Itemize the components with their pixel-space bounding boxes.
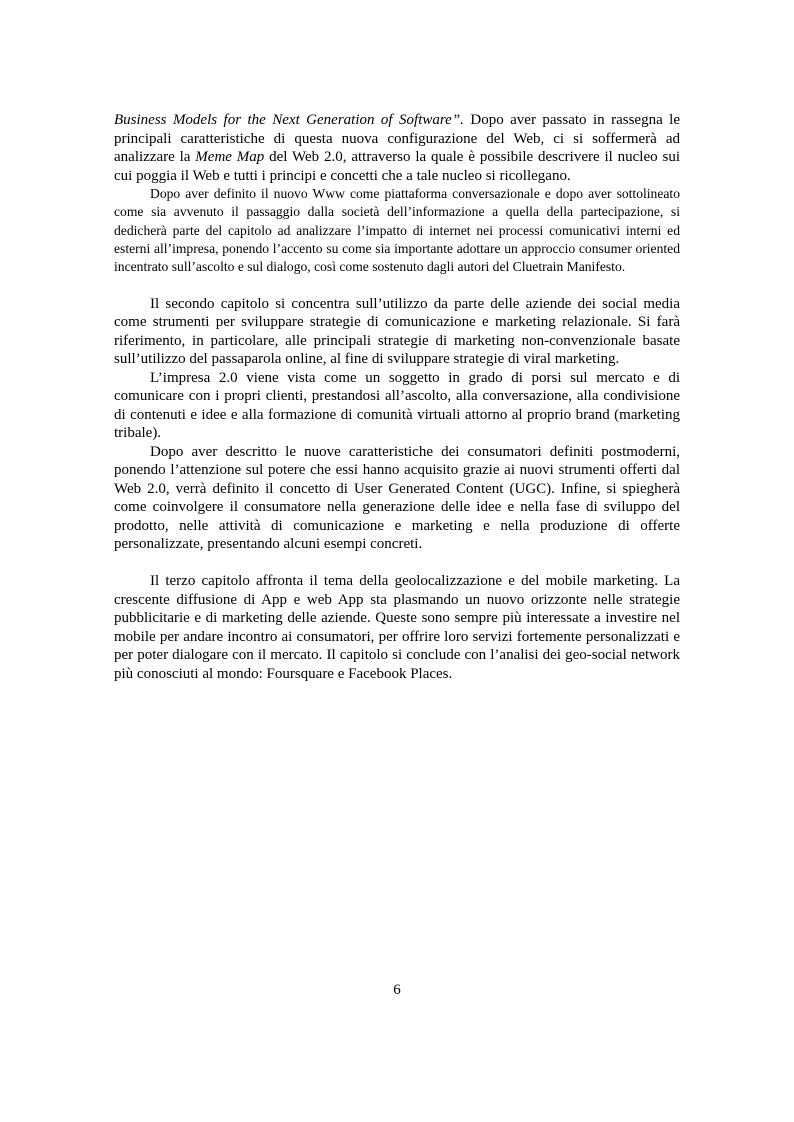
paragraph-third-chapter: Il terzo capitolo affronta il tema della geolocalizzazione e del mobile marketing. La crescente diffusione di App e web App sta plasmando un nuovo orizzonte nelle strategie pubblicitarie e di marketing delle aziende. Queste sono sempre più interessate a investire nel mobile per andare incontro ai consumatori, per offrire loro servizi fortemente personalizzati e per poter dialogare con il mercato. Il capitolo si conclude con l’analisi dei geo-social network più conosciuti al mondo: Foursquare e Facebook Places. <box>114 573 680 682</box>
paragraph-second-chapter: Il secondo capitolo si concentra sull’utilizzo da parte delle aziende dei social media come strumenti per sviluppare strategie di comunicazione e marketing relazionale. Si farà riferimento, in particolare, alle principali strategie di marketing non-convenzionale basate sull’utilizzo del passaparola online, al fine di sviluppare strategie di viral marketing. <box>114 295 680 368</box>
paragraph-postmodern-consumers: Dopo aver descritto le nuove caratteristiche dei consumatori definiti postmoderni, ponendo l’attenzione sul potere che essi hanno acquisito grazie ai nuovi strumenti offerti dal Web 2.0, verrà definito il concetto di User Generated Content (UGC). Infine, si spiegherà come coinvolgere il consumatore nella generazione delle idee e nella fase di sviluppo del prodotto, nelle attività di comunicazione e marketing e nella produzione di offerte personalizzate, presentando alcuni esempi concreti. <box>114 443 680 553</box>
paragraph-conversational-platform: Dopo aver definito il nuovo Www come piattaforma conversazionale e dopo aver sottolineato come sia avvenuto il passaggio dalla società dell’informazione a quella della partecipazione, si dedicherà parte del capitolo ad analizzare l’impatto di internet nei processi comunicativi interni ed esterni all’impresa, ponendo l’accento su come sia importante adottare un approccio consumer oriented incentrato sull’ascolto e sul dialogo, così come sostenuto dagli autori del Cluetrain Manifesto. <box>114 186 680 275</box>
paragraph-impresa-20: L’impresa 2.0 viene vista come un soggetto in grado di porsi sul mercato e di comunicare con i propri clienti, prestandosi all’ascolto, alla conversazione, alla condivisione di contenuti e idee e alla formazione di comunità virtuali attorno al proprio brand (marketing tribale). <box>114 369 680 442</box>
paragraph-intro-web20 <box>114 111 680 185</box>
page-number: 6 <box>393 982 401 998</box>
paragraph-text: Dopo aver passato in rassegna le principali caratteristiche di questa nuova configurazione del Web, ci si soffermerà ad analizzare la <box>114 112 680 165</box>
page-body <box>114 111 680 683</box>
book-title-italic: Business Models for the Next Generation of Software”. <box>114 112 464 128</box>
meme-map-italic: Meme Map <box>195 149 265 165</box>
paragraph-text: del Web 2.0, attraverso la quale è possibile descrivere il nucleo sui cui poggia il Web e tutti i principi e concetti che a tale nucleo si ricollegano. <box>114 149 680 184</box>
